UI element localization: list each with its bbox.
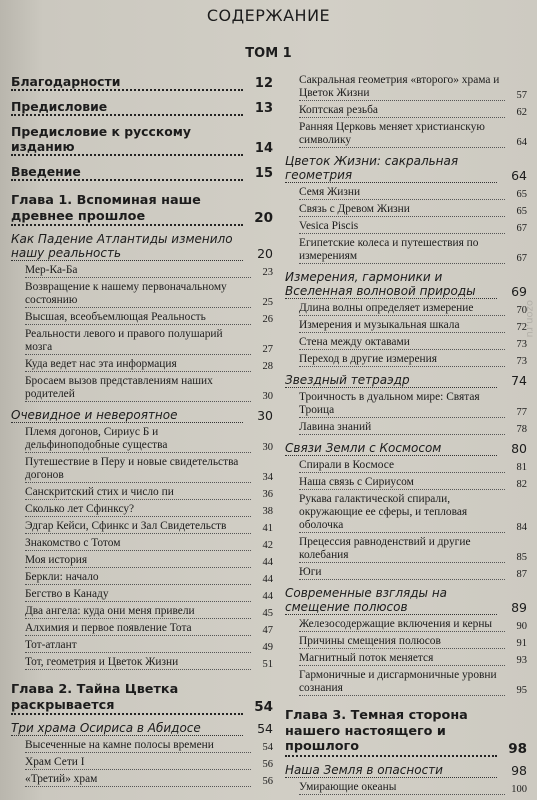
toc-entry-page: 77 <box>516 407 527 418</box>
toc-entry-page: 13 <box>254 101 273 116</box>
toc-entry-title: Высшая, всеобъемлющая Реальность <box>25 311 251 325</box>
toc-entry-title: Как Падение Атлантиды изменило нашу реальность <box>11 232 243 261</box>
toc-entry-title: Коптская резьба <box>299 104 505 118</box>
toc-entry-sub <box>25 358 273 372</box>
toc-entry-title: Переход в другие измерения <box>299 353 505 367</box>
toc-entry-page: 93 <box>516 655 527 666</box>
toc-entry-page: 28 <box>262 361 273 372</box>
toc-entry-title: Санскритский стих и число пи <box>25 486 251 500</box>
toc-entry-page: 25 <box>262 297 273 308</box>
toc-entry-lvl1 <box>11 99 273 116</box>
toc-entry-page: 62 <box>516 107 527 118</box>
toc-entry-sub <box>299 319 527 333</box>
toc-entry-title: Лавина знаний <box>299 421 505 435</box>
toc-entry-title: Беркли: начало <box>25 571 251 585</box>
toc-entry-sub <box>299 493 527 533</box>
toc-entry-sub <box>25 739 273 753</box>
toc-entry-page: 30 <box>262 442 273 453</box>
toc-entry-title: Сколько лет Сфинксу? <box>25 503 251 517</box>
toc-entry-title: Связь с Древом Жизни <box>299 203 505 217</box>
toc-entry-title: Предисловие к русскому изданию <box>11 124 243 156</box>
toc-entry-page: 81 <box>516 462 527 473</box>
toc-entry-sub <box>25 456 273 483</box>
toc-entry-page: 67 <box>516 253 527 264</box>
toc-entry-title: «Третий» храм <box>25 773 251 787</box>
toc-entry-title: Египетские колеса и путешествия по измерениям <box>299 237 505 264</box>
toc-entry-lvl1 <box>11 124 273 156</box>
toc-entry-title: Очевидное и невероятное <box>11 408 243 423</box>
toc-entry-page: 84 <box>516 522 527 533</box>
toc-entry-title: Vesica Piscis <box>299 220 505 234</box>
toc-entry-page: 30 <box>262 391 273 402</box>
toc-entry-page: 74 <box>511 373 527 388</box>
toc-entry-title: Троичность в дуальном мире: Святая Троица <box>299 391 505 418</box>
toc-entry-sub <box>299 421 527 435</box>
toc-entry-page: 98 <box>511 762 527 778</box>
toc-entry-title: Сакральная геометрия «второго» храма и Цветок Жизни <box>299 74 505 101</box>
toc-entry-title: Бросаем вызов представлениям наших родителей <box>25 375 251 402</box>
toc-entry-page: 12 <box>254 76 273 91</box>
toc-entry-page: 36 <box>262 489 273 500</box>
toc-entry-title: Измерения и музыкальная шкала <box>299 319 505 333</box>
toc-entry-title: Храм Сети I <box>25 756 251 770</box>
toc-entry-page: 30 <box>257 408 273 423</box>
toc-entry-sec <box>285 763 527 778</box>
toc-entry-sec <box>11 232 273 261</box>
toc-entry-page: 47 <box>262 625 273 636</box>
toc-entry-title: Наша связь с Сириусом <box>299 476 505 490</box>
toc-entry-sub <box>299 635 527 649</box>
toc-entry-title: Знакомство с Тотом <box>25 537 251 551</box>
toc-entry-title: Эдгар Кейси, Сфинкс и Зал Свидетельств <box>25 520 251 534</box>
toc-entry-title: Семя Жизни <box>299 186 505 200</box>
toc-entry-page: 54 <box>262 742 273 753</box>
toc-entry-page: 87 <box>516 569 527 580</box>
toc-entry-title: Племя догонов, Сириус Б и дельфиноподобные существа <box>25 426 251 453</box>
toc-entry-page: 73 <box>516 356 527 367</box>
toc-entry-page: 57 <box>516 90 527 101</box>
toc-entry-page: 80 <box>511 441 527 456</box>
toc-entry-title: Глава 3. Темная сторона нашего настоящего и прошлого <box>285 708 497 757</box>
volume-title: ТОМ 1 <box>245 46 292 61</box>
toc-entry-sub <box>25 554 273 568</box>
toc-entry-page: 49 <box>262 642 273 653</box>
toc-entry-page: 85 <box>516 552 527 563</box>
toc-entry-title: Два ангела: куда они меня привели <box>25 605 251 619</box>
toc-entry-title: Алхимия и первое появление Тота <box>25 622 251 636</box>
toc-entry-page: 38 <box>262 506 273 517</box>
toc-entry-sub <box>299 203 527 217</box>
toc-entry-sec <box>285 441 527 456</box>
toc-entry-sub <box>25 486 273 500</box>
toc-entry-sub <box>25 588 273 602</box>
toc-entry-title: Юги <box>299 566 505 580</box>
toc-entry-sub <box>299 237 527 264</box>
toc-entry-title: Рукава галактической спирали, окружающие ее сферы, и тепловая оболочка <box>299 493 505 533</box>
toc-entry-sub <box>25 375 273 402</box>
toc-entry-page: 41 <box>262 523 273 534</box>
toc-entry-page: 44 <box>262 574 273 585</box>
toc-entry-title: Куда ведет нас эта информация <box>25 358 251 372</box>
toc-entry-page: 34 <box>262 472 273 483</box>
toc-entry-sub <box>299 336 527 350</box>
toc-entry-sub <box>25 426 273 453</box>
toc-entry-title: Ранняя Церковь меняет христианскую символику <box>299 121 505 148</box>
toc-entry-title: Предисловие <box>11 99 243 116</box>
toc-entry-title: Спирали в Космосе <box>299 459 505 473</box>
toc-entry-title: Длина волны определяет измерение <box>299 302 505 316</box>
toc-entry-page: 27 <box>262 344 273 355</box>
toc-entry-title: Три храма Осириса в Абидосе <box>11 721 243 736</box>
toc-entry-title: Стена между октавами <box>299 336 505 350</box>
toc-entry-page: 90 <box>516 621 527 632</box>
toc-entry-sub <box>299 220 527 234</box>
toc-entry-chap <box>11 682 273 715</box>
toc-entry-page: 54 <box>254 699 273 715</box>
toc-entry-sub <box>25 639 273 653</box>
toc-entry-title: Возвращение к нашему первоначальному состоянию <box>25 281 251 308</box>
toc-entry-page: 45 <box>262 608 273 619</box>
toc-entry-sub <box>299 536 527 563</box>
toc-entry-title: Мер-Ка-Ба <box>25 264 251 278</box>
toc-entry-page: 51 <box>262 659 273 670</box>
toc-entry-chap <box>11 193 273 226</box>
toc-entry-title: Глава 2. Тайна Цветка раскрывается <box>11 682 243 715</box>
toc-entry-sub <box>25 756 273 770</box>
watermark-text: ozon.ru <box>524 300 535 338</box>
toc-entry-sub <box>299 459 527 473</box>
toc-entry-title: Тот, геометрия и Цветок Жизни <box>25 656 251 670</box>
toc-entry-sub <box>25 622 273 636</box>
toc-entry-title: Тот-атлант <box>25 639 251 653</box>
toc-entry-page: 26 <box>262 314 273 325</box>
toc-entry-sub <box>25 605 273 619</box>
toc-entry-title: Моя история <box>25 554 251 568</box>
toc-entry-page: 44 <box>262 591 273 602</box>
toc-entry-page: 65 <box>516 189 527 200</box>
toc-entry-sub <box>25 328 273 355</box>
toc-entry-sec <box>11 408 273 423</box>
toc-entry-sub <box>25 571 273 585</box>
toc-entry-sec <box>285 270 527 299</box>
toc-entry-sub <box>299 566 527 580</box>
toc-entry-page: 82 <box>516 479 527 490</box>
toc-entry-sub <box>299 74 527 101</box>
toc-entry-page: 64 <box>511 168 527 183</box>
toc-entry-sub <box>299 121 527 148</box>
toc-entry-title: Причины смещения полюсов <box>299 635 505 649</box>
toc-entry-title: Высеченные на камне полосы времени <box>25 739 251 753</box>
toc-entry-sec <box>285 586 527 615</box>
toc-entry-sub <box>299 669 527 696</box>
toc-entry-page: 20 <box>257 246 273 261</box>
toc-entry-title: Связи Земли с Космосом <box>285 441 497 456</box>
toc-entry-title: Наша Земля в опасности <box>285 763 497 778</box>
toc-entry-page: 95 <box>516 685 527 696</box>
toc-entry-sub <box>25 656 273 670</box>
toc-entry-title: Умирающие океаны <box>299 781 505 795</box>
toc-entry-page: 23 <box>262 267 273 278</box>
toc-entry-page: 89 <box>511 600 527 615</box>
toc-entry-page: 65 <box>516 206 527 217</box>
toc-entry-sub <box>299 104 527 118</box>
toc-entry-sub <box>299 652 527 666</box>
toc-entry-sub <box>25 264 273 278</box>
toc-entry-title: Измерения, гармоники и Вселенная волновой природы <box>285 270 497 299</box>
toc-entry-sec <box>285 154 527 183</box>
toc-entry-title: Путешествие в Перу и новые свидетельства догонов <box>25 456 251 483</box>
contents-header: СОДЕРЖАНИЕ <box>206 6 331 25</box>
toc-entry-page: 67 <box>516 223 527 234</box>
toc-entry-page: 91 <box>516 638 527 649</box>
toc-right-column <box>285 74 527 795</box>
toc-entry-page: 69 <box>511 284 527 299</box>
toc-entry-sub <box>299 476 527 490</box>
toc-entry-title: Прецессия равноденствий и другие колебания <box>299 536 505 563</box>
toc-entry-title: Цветок Жизни: сакральная геометрия <box>285 154 497 183</box>
toc-entry-sub <box>25 537 273 551</box>
toc-entry-title: Звездный тетраэдр <box>285 373 497 388</box>
toc-entry-page: 56 <box>262 759 273 770</box>
toc-entry-lvl1 <box>11 74 273 91</box>
toc-entry-sub <box>25 503 273 517</box>
toc-entry-page: 15 <box>254 166 273 181</box>
toc-entry-sub <box>299 391 527 418</box>
toc-entry-title: Гармоничные и дисгармоничные уровни сознания <box>299 669 505 696</box>
toc-entry-title: Благодарности <box>11 74 243 91</box>
toc-entry-page: 73 <box>516 339 527 350</box>
toc-entry-title: Железосодержащие включения и керны <box>299 618 505 632</box>
toc-entry-page: 100 <box>511 783 527 795</box>
toc-entry-page: 64 <box>516 137 527 148</box>
toc-entry-page: 56 <box>262 776 273 787</box>
toc-entry-title: Бегство в Канаду <box>25 588 251 602</box>
toc-entry-title: Современные взгляды на смещение полюсов <box>285 586 497 615</box>
toc-entry-sec <box>11 721 273 736</box>
toc-entry-page: 42 <box>262 540 273 551</box>
toc-entry-sub <box>299 618 527 632</box>
toc-entry-sub <box>299 781 527 795</box>
toc-entry-page: 14 <box>254 141 273 156</box>
toc-entry-page: 70 <box>516 305 527 316</box>
toc-entry-title: Магнитный поток меняется <box>299 652 505 666</box>
toc-entry-sec <box>285 373 527 388</box>
toc-entry-sub <box>25 520 273 534</box>
toc-entry-page: 20 <box>254 210 273 226</box>
toc-entry-title: Реальности левого и правого полушарий мозга <box>25 328 251 355</box>
toc-entry-page: 78 <box>516 424 527 435</box>
toc-entry-page: 72 <box>516 322 527 333</box>
toc-entry-sub <box>299 353 527 367</box>
toc-entry-lvl1 <box>11 164 273 181</box>
toc-entry-sub <box>299 186 527 200</box>
toc-entry-sub <box>25 281 273 308</box>
toc-entry-title: Глава 1. Вспоминая наше древнее прошлое <box>11 193 243 226</box>
toc-entry-chap <box>285 708 527 757</box>
toc-entry-page: 98 <box>508 740 527 757</box>
toc-entry-sub <box>25 773 273 787</box>
toc-entry-page: 54 <box>257 721 273 736</box>
toc-left-column <box>11 74 273 787</box>
toc-entry-sub <box>25 311 273 325</box>
toc-entry-page: 44 <box>262 557 273 568</box>
toc-entry-sub <box>299 302 527 316</box>
toc-entry-title: Введение <box>11 164 243 181</box>
